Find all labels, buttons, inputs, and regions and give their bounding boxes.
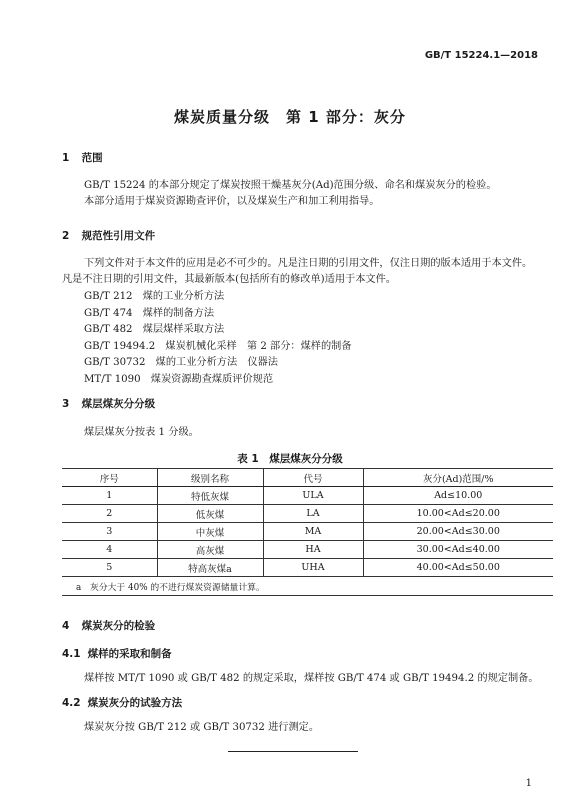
table-cell: HA	[263, 541, 363, 559]
table-cell: ULA	[263, 487, 363, 505]
reference-item: GB/T 474 煤样的制备方法	[84, 307, 215, 319]
end-rule	[228, 751, 358, 752]
table-cell: 40.00<Ad≤50.00	[363, 559, 553, 577]
section-number: 2	[62, 230, 70, 242]
table-cell: 3	[62, 523, 157, 541]
section-number: 4.2	[62, 697, 81, 709]
table-row	[62, 559, 553, 577]
table-cell: LA	[263, 505, 363, 523]
section-number: 4	[62, 620, 70, 632]
reference-item: MT/T 1090 煤炭资源勘查煤质评价规范	[84, 373, 274, 385]
reference-list	[84, 289, 352, 388]
table-cell: 中灰煤	[157, 523, 263, 541]
reference-item: GB/T 212 煤的工业分析方法	[84, 291, 225, 302]
section-4-2-heading	[62, 695, 182, 710]
table-cell: MA	[263, 523, 363, 541]
scope-text-1: GB/T 15224 的本部分规定了煤炭按照干燥基灰分(Ad)范围分级、命名和煤炭灰分的检验。	[84, 180, 497, 191]
sampling-text: 煤样按 MT/T 1090 或 GB/T 482 的规定采取，煤样按 GB/T 474 或 GB/T 19494.2 的规定制备。	[84, 673, 539, 684]
normative-intro-line-2: 凡是不注日期的引用文件，其最新版本(包括所有的修改单)适用于本文件。	[62, 274, 396, 285]
normative-intro	[62, 256, 550, 288]
section-title: 煤层煤灰分分级	[81, 398, 156, 410]
section-title: 范围	[81, 152, 103, 164]
standard-code: GB/T 15224.1—2018	[424, 50, 538, 61]
table-cell: 20.00<Ad≤30.00	[363, 523, 553, 541]
table-cell: 特低灰煤	[157, 487, 263, 505]
ash-grading-table	[62, 468, 553, 596]
reference-item: GB/T 19494.2 煤炭机械化采样 第 2 部分：煤样的制备	[84, 340, 352, 352]
section-4-heading	[62, 618, 155, 633]
section-4-1-heading	[62, 646, 172, 661]
column-header: 序号	[62, 469, 157, 487]
scope-paragraphs	[84, 178, 550, 210]
scope-text-2: 本部分适用于煤炭资源勘查评价，以及煤炭生产和加工利用指导。	[84, 196, 380, 207]
section-title: 煤样的采取和制备	[87, 648, 172, 660]
page-number: 1	[525, 778, 532, 789]
normative-intro-line-1: 下列文件对于本文件的应用是必不可少的。凡是注日期的引用文件，仅注日期的版本适用于本文件。	[84, 258, 533, 269]
section-number: 4.1	[62, 648, 81, 660]
section-title: 煤炭灰分的试验方法	[87, 697, 183, 709]
table-cell: UHA	[263, 559, 363, 577]
table-cell: 特高灰煤a	[157, 559, 263, 577]
section-number: 3	[62, 398, 70, 410]
method-text: 煤炭灰分按 GB/T 212 或 GB/T 30732 进行测定。	[84, 722, 320, 733]
table-title: 表 1 煤层煤灰分分级	[237, 453, 343, 465]
table-cell: 高灰煤	[157, 541, 263, 559]
table-cell: 10.00<Ad≤20.00	[363, 505, 553, 523]
table-row	[62, 541, 553, 559]
table-cell: 1	[62, 487, 157, 505]
reference-item: GB/T 482 煤层煤样采取方法	[84, 324, 225, 335]
table-row	[62, 505, 553, 523]
column-header: 级别名称	[157, 469, 263, 487]
table-footnote: a 灰分大于 40% 的不进行煤炭资源储量计算。	[62, 577, 553, 596]
table-cell: 5	[62, 559, 157, 577]
table-row	[62, 487, 553, 505]
section-1-heading	[62, 150, 103, 165]
reference-item: GB/T 30732 煤的工业分析方法 仪器法	[84, 357, 278, 368]
section-title: 煤炭灰分的检验	[81, 620, 156, 632]
table-footnote-row	[62, 577, 553, 596]
document-title: 煤炭质量分级 第 1 部分：灰分	[174, 108, 406, 126]
section-title: 规范性引用文件	[81, 230, 156, 242]
section-2-heading	[62, 228, 155, 243]
grading-intro: 煤层煤灰分按表 1 分级。	[84, 427, 199, 438]
table-cell: 低灰煤	[157, 505, 263, 523]
table-row	[62, 523, 553, 541]
table-cell: 30.00<Ad≤40.00	[363, 541, 553, 559]
table-cell: Ad≤10.00	[363, 487, 553, 505]
column-header: 代号	[263, 469, 363, 487]
section-3-heading	[62, 396, 155, 411]
column-header: 灰分(Ad)范围/%	[363, 469, 553, 487]
table-cell: 2	[62, 505, 157, 523]
table-cell: 4	[62, 541, 157, 559]
section-number: 1	[62, 152, 70, 164]
table-header-row	[62, 469, 553, 487]
